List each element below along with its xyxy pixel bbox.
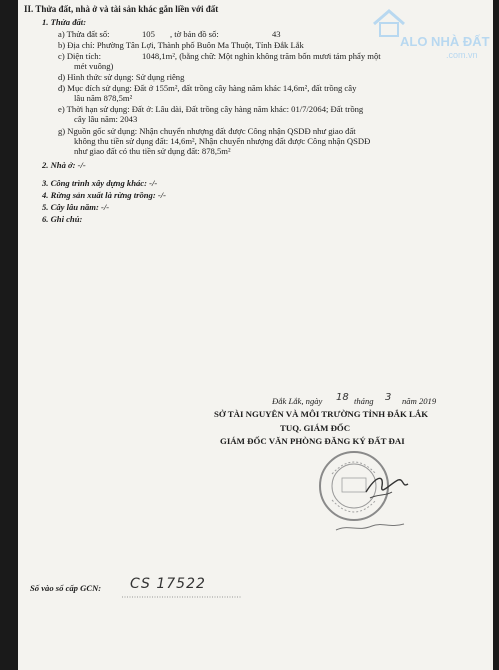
area-value-cont: mét vuông) [74, 61, 114, 71]
usage-purpose: đ) Mục đích sử dụng: Đất ở 155m², đất trồng cây hàng năm khác 14,6m², đất trồng cây [58, 83, 357, 93]
usage-purpose-cont: lâu năm 878,5m² [74, 93, 133, 103]
land-heading: 1. Thửa đất: [42, 17, 87, 27]
signature-tuq: TUQ. GIÁM ĐỐC [280, 423, 351, 433]
document-page [18, 0, 493, 670]
area-label: c) Diện tích: [58, 51, 101, 61]
origin-line-1: g) Nguồn gốc sử dụng: Nhận chuyển nhượng đất được Công nhận QSDĐ như giao đất [58, 126, 356, 136]
watermark-domain: .com.vn [446, 50, 478, 60]
area-value: 1048,1m², (bằng chữ: Một nghìn không trăm bốn mươi tám phẩy một [142, 51, 381, 61]
parcel-number-label: a) Thửa đất số: [58, 29, 110, 39]
map-sheet-label: , tờ bản đồ số: [170, 29, 219, 39]
map-sheet-value: 43 [272, 29, 281, 39]
cert-number-value: CS 17522 [130, 576, 206, 592]
signature-day: 18 [336, 392, 349, 403]
origin-line-2: không thu tiền sử dụng đất: 14,6m², Nhận chuyển nhượng đất được Công nhận QSDĐ [74, 136, 371, 146]
watermark-brand: ALO NHÀ ĐẤT [400, 34, 490, 49]
official-stamp-icon [318, 444, 438, 539]
signature-month: 3 [385, 392, 392, 403]
signature-org: SỞ TÀI NGUYÊN VÀ MÔI TRƯỜNG TỈNH ĐẮK LẮK [214, 409, 429, 419]
signature-date-prefix: Đắk Lắk, ngày [272, 396, 323, 406]
usage-form: d) Hình thức sử dụng: Sử dụng riêng [58, 72, 185, 82]
signature-year: năm 2019 [402, 396, 437, 406]
cert-underline [122, 595, 242, 599]
origin-line-3: như giao đất có thu tiền sử dụng đất: 878,5m² [74, 146, 231, 156]
address-line: b) Địa chỉ: Phường Tân Lợi, Thành phố Buôn Ma Thuột, Tỉnh Đắk Lắk [58, 40, 304, 50]
usage-term: e) Thời hạn sử dụng: Đất ở: Lâu dài, Đất trồng cây hàng năm khác: 01/7/2064; Đất trồng [58, 104, 364, 114]
other-construction-item: 3. Công trình xây dựng khác: -/- [42, 178, 158, 188]
perennial-tree-item: 5. Cây lâu năm: -/- [42, 202, 110, 212]
parcel-number-value: 105 [142, 29, 155, 39]
usage-term-cont: cây lâu năm: 2043 [74, 114, 138, 124]
section-title: II. Thửa đất, nhà ở và tài sản khác gắn liền với đất [24, 4, 219, 14]
notes-item: 6. Ghi chú: [42, 214, 83, 224]
house-item: 2. Nhà ở: -/- [42, 160, 86, 170]
cert-number-label: Số vào sổ cấp GCN: [30, 583, 102, 593]
forest-item: 4. Rừng sản xuất là rừng trồng: -/- [42, 190, 166, 200]
signature-office: GIÁM ĐỐC VĂN PHÒNG ĐĂNG KÝ ĐẤT ĐAI [220, 436, 405, 446]
signature-month-label: tháng [354, 396, 374, 406]
